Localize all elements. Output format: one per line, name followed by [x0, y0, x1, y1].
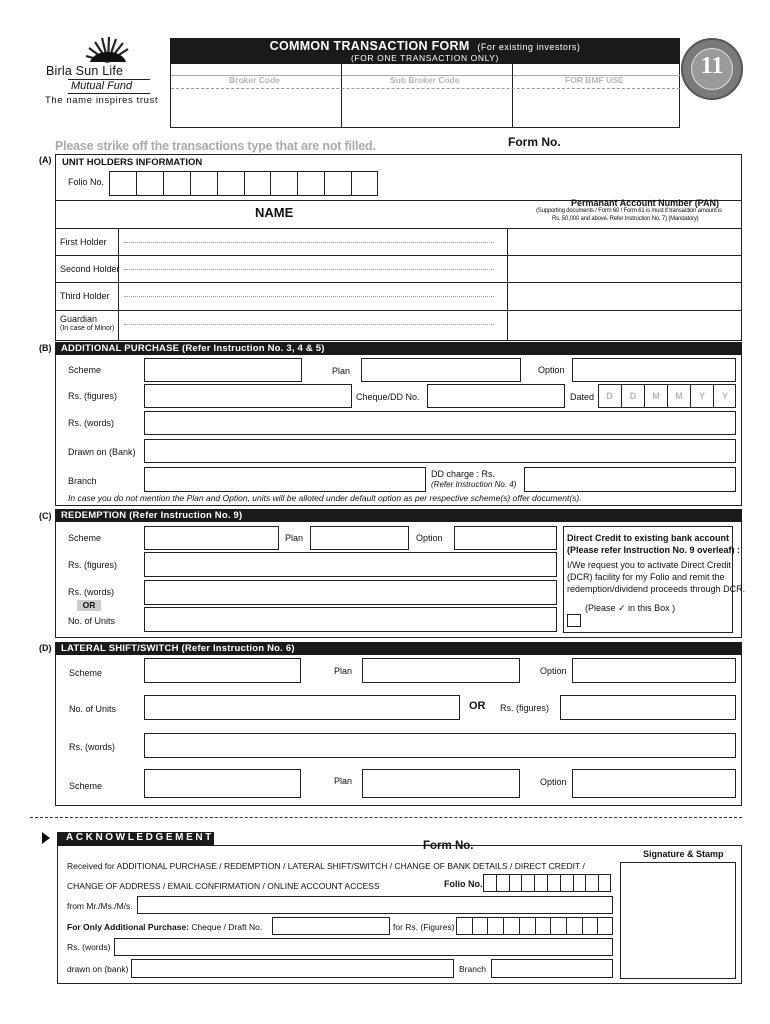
- d-scheme2-input[interactable]: [144, 769, 301, 798]
- c-option-input[interactable]: [454, 526, 557, 550]
- dc-body-2: (DCR) facility for my Folio and remit the: [567, 572, 725, 582]
- folio-cell-divider: [163, 171, 164, 196]
- b-option-label: Option: [538, 365, 565, 375]
- folio-cell-divider: [297, 171, 298, 196]
- ack-arrow-icon: [42, 832, 50, 844]
- d-scheme-label: Scheme: [69, 668, 103, 678]
- pan-note-2: Rs. 50,000 and above. Refer Instruction No. 7) (Mandatory): [552, 216, 699, 222]
- bmf-use-field[interactable]: [514, 90, 679, 127]
- form-no-label: Form No.: [508, 135, 561, 149]
- dc-body-1: I/We request you to activate Direct Credit: [567, 560, 731, 570]
- ack-folio-cell-divider: [521, 874, 522, 892]
- ack-folio-cell-divider: [585, 874, 586, 892]
- ack-rs-cell-divider: [535, 917, 536, 935]
- b-cheque-input[interactable]: [427, 384, 565, 408]
- ack-from-input[interactable]: [137, 896, 613, 914]
- seal-number: 11: [700, 53, 724, 79]
- d-scheme-input[interactable]: [144, 658, 301, 683]
- section-c-letter: (C): [39, 511, 52, 521]
- third-holder-label: Third Holder: [60, 291, 110, 301]
- d-plan-input[interactable]: [362, 658, 520, 683]
- c-no-units-input[interactable]: [144, 607, 557, 632]
- date-cell[interactable]: D: [621, 384, 644, 408]
- b-option-input[interactable]: [572, 358, 736, 382]
- ack-drawn-on-input[interactable]: [131, 959, 454, 978]
- ack-from-label: from Mr./Ms./M/s.: [67, 901, 133, 911]
- ack-folio-cell-divider: [496, 874, 497, 892]
- ack-rs-words-input[interactable]: [114, 938, 613, 956]
- c-plan-input[interactable]: [310, 526, 409, 550]
- b-dated-label: Dated: [570, 392, 595, 402]
- b-plan-input[interactable]: [361, 358, 521, 382]
- b-cheque-label: Cheque/DD No.: [356, 392, 420, 402]
- ack-rs-cell-divider: [519, 917, 520, 935]
- ack-rs-cell-divider: [487, 917, 488, 935]
- ack-title: ACKNOWLEDGEMENT: [66, 832, 214, 843]
- section-c-title: REDEMPTION (Refer Instruction No. 9): [61, 510, 243, 521]
- date-cell[interactable]: Y: [690, 384, 713, 408]
- folio-label: Folio No.: [68, 177, 105, 187]
- brand-subname: Mutual Fund: [71, 80, 133, 92]
- first-holder-label: First Holder: [60, 237, 107, 247]
- c-scheme-input[interactable]: [144, 526, 279, 550]
- ack-rs-cell-divider: [503, 917, 504, 935]
- guardian-field[interactable]: [124, 324, 494, 325]
- dc-checkbox[interactable]: [567, 614, 581, 627]
- c-or-badge: OR: [77, 600, 101, 611]
- brand-tagline: The name inspires trust: [45, 95, 159, 106]
- header-title-bar: [170, 38, 680, 64]
- b-branch-input[interactable]: [144, 467, 426, 492]
- ack-additional-label: For Only Additional Purchase:: [67, 922, 190, 932]
- b-rs-figures-label: Rs. (figures): [68, 391, 118, 401]
- section-d-letter: (D): [39, 643, 52, 653]
- pan-title: Permanant Account Number (PAN): [571, 198, 720, 208]
- b-rs-figures-input[interactable]: [144, 384, 352, 408]
- ack-folio-label: Folio No.: [444, 879, 483, 889]
- b-scheme-label: Scheme: [68, 365, 102, 375]
- pan-note-1: (Supporting documents / Form 60 / Form 61 is must if transaction amount is: [536, 208, 722, 214]
- ack-received-line-2: CHANGE OF ADDRESS / EMAIL CONFIRMATION / ONLINE ACCOUNT ACCESS: [67, 881, 380, 891]
- c-rs-figures-label: Rs. (figures): [68, 560, 118, 570]
- ack-rs-cell-divider: [597, 917, 598, 935]
- dc-title-2: (Please refer Instruction No. 9 overleaf) :: [567, 545, 741, 555]
- ack-folio-cell-divider: [573, 874, 574, 892]
- d-rs-words-label: Rs. (words): [69, 742, 116, 752]
- ack-rs-cell-divider: [472, 917, 473, 935]
- date-cell[interactable]: Y: [713, 384, 736, 408]
- ack-folio-cell-divider: [560, 874, 561, 892]
- d-option2-input[interactable]: [572, 769, 736, 798]
- d-plan-label: Plan: [334, 666, 353, 676]
- ack-rs-cell-divider: [550, 917, 551, 935]
- ack-for-rs-label: for Rs. (Figures): [393, 922, 455, 932]
- folio-cell-divider: [351, 171, 352, 196]
- section-a-title: UNIT HOLDERS INFORMATION: [62, 157, 203, 168]
- guardian-label: Guardian: [60, 314, 98, 324]
- d-option2-label: Option: [540, 777, 567, 787]
- ack-form-no: Form No.: [423, 840, 474, 852]
- ack-sign-stamp-box[interactable]: [620, 862, 736, 979]
- date-cell[interactable]: M: [644, 384, 667, 408]
- folio-cell-divider: [244, 171, 245, 196]
- b-rs-words-input[interactable]: [144, 411, 736, 435]
- b-drawn-on-input[interactable]: [144, 439, 736, 463]
- dc-tick-note: (Please ✓ in this Box ): [585, 603, 676, 613]
- folio-cell-divider: [136, 171, 137, 196]
- section-d-title: LATERAL SHIFT/SWITCH (Refer Instruction No. 6): [61, 643, 295, 654]
- folio-cell-divider: [324, 171, 325, 196]
- c-rs-words-label: Rs. (words): [68, 587, 115, 597]
- d-scheme2-label: Scheme: [69, 781, 103, 791]
- ack-folio-cell-divider: [598, 874, 599, 892]
- broker-code-label: Broker Code: [229, 75, 281, 85]
- b-dd-charge-label: DD charge : Rs.: [431, 469, 496, 479]
- folio-cell-divider: [190, 171, 191, 196]
- ack-sign-stamp: Signature & Stamp: [643, 849, 724, 859]
- d-no-units-label: No. of Units: [69, 704, 117, 714]
- b-drawn-on-label: Drawn on (Bank): [68, 447, 136, 457]
- ack-rs-words-label: Rs. (words): [67, 942, 111, 952]
- folio-cell-divider: [270, 171, 271, 196]
- d-or-label: OR: [469, 700, 486, 712]
- anniversary-seal: [681, 38, 743, 100]
- cut-line: [30, 817, 742, 818]
- form-subtitle: (FOR ONE TRANSACTION ONLY): [351, 53, 499, 63]
- c-option-label: Option: [416, 533, 443, 543]
- d-option-input[interactable]: [572, 658, 736, 683]
- c-plan-label: Plan: [285, 533, 304, 543]
- c-scheme-label: Scheme: [68, 533, 102, 543]
- c-no-units-label: No. of Units: [68, 616, 116, 626]
- name-header: NAME: [255, 205, 294, 220]
- ack-rs-cell-divider: [566, 917, 567, 935]
- d-option-label: Option: [540, 666, 567, 676]
- dc-body-3: redemption/dividend proceeds through DCR.: [567, 584, 746, 594]
- date-cell[interactable]: M: [667, 384, 690, 408]
- ack-drawn-on-label: drawn on (bank): [67, 964, 129, 974]
- section-a-letter: (A): [39, 155, 52, 165]
- ack-cheque-input[interactable]: [272, 917, 390, 935]
- second-holder-label: Second Holder: [60, 264, 120, 274]
- d-plan2-label: Plan: [334, 776, 353, 786]
- ack-cheque-label: Cheque / Draft No.: [191, 922, 263, 932]
- broker-code-field[interactable]: [172, 90, 340, 127]
- form-title-note: (For existing investors): [477, 42, 581, 52]
- folio-cell-divider: [217, 171, 218, 196]
- second-holder-field[interactable]: [124, 269, 494, 270]
- ack-folio-cell-divider: [509, 874, 510, 892]
- d-rs-words-input[interactable]: [144, 733, 736, 758]
- brand-logo: [40, 30, 170, 110]
- b-plan-label: Plan: [332, 366, 351, 376]
- d-no-units-input[interactable]: [144, 695, 460, 720]
- section-b-letter: (B): [39, 343, 52, 353]
- section-b-title: ADDITIONAL PURCHASE (Refer Instruction No. 3, 4 & 5): [61, 343, 325, 354]
- c-rs-words-input[interactable]: [144, 580, 557, 605]
- bmf-use-label: FOR BMF USE: [565, 75, 624, 85]
- b-branch-label: Branch: [68, 476, 97, 486]
- date-cell[interactable]: D: [606, 391, 613, 401]
- dc-title-1: Direct Credit to existing bank account: [567, 533, 730, 543]
- guardian-note: (In case of Minor): [60, 325, 115, 332]
- d-rs-figures-label: Rs. (figures): [500, 703, 550, 713]
- ack-branch-input[interactable]: [491, 959, 613, 978]
- b-scheme-input[interactable]: [144, 358, 302, 382]
- d-rs-figures-input[interactable]: [560, 695, 736, 720]
- b-dd-charge-note: (Refer Instruction No. 4): [431, 480, 517, 489]
- third-holder-field[interactable]: [124, 296, 494, 297]
- first-holder-field[interactable]: [124, 242, 494, 243]
- ack-branch-label: Branch: [459, 964, 486, 974]
- sunrise-logo-icon: [78, 34, 138, 64]
- sub-broker-code-field[interactable]: [343, 90, 511, 127]
- form-title: COMMON TRANSACTION FORM: [269, 39, 470, 53]
- brand-name: Birla Sun Life: [46, 64, 124, 78]
- b-default-note: In case you do not mention the Plan and Option, units will be alloted under default option as per respective scheme(s) offer document(s).: [68, 493, 582, 503]
- c-rs-figures-input[interactable]: [144, 552, 557, 577]
- ack-folio-cell-divider: [534, 874, 535, 892]
- strike-note: Please strike off the transactions type that are not filled.: [55, 139, 376, 153]
- ack-received-line-1: Received for ADDITIONAL PURCHASE / REDEMPTION / LATERAL SHIFT/SWITCH / CHANGE OF BANK DETAILS / DIRECT CREDIT /: [67, 861, 585, 871]
- b-rs-words-label: Rs. (words): [68, 418, 115, 428]
- sub-broker-code-label: Sub Broker Code: [390, 75, 460, 85]
- d-plan2-input[interactable]: [362, 769, 520, 798]
- b-dd-charge-input[interactable]: [524, 467, 736, 492]
- ack-folio-cell-divider: [547, 874, 548, 892]
- ack-rs-cell-divider: [582, 917, 583, 935]
